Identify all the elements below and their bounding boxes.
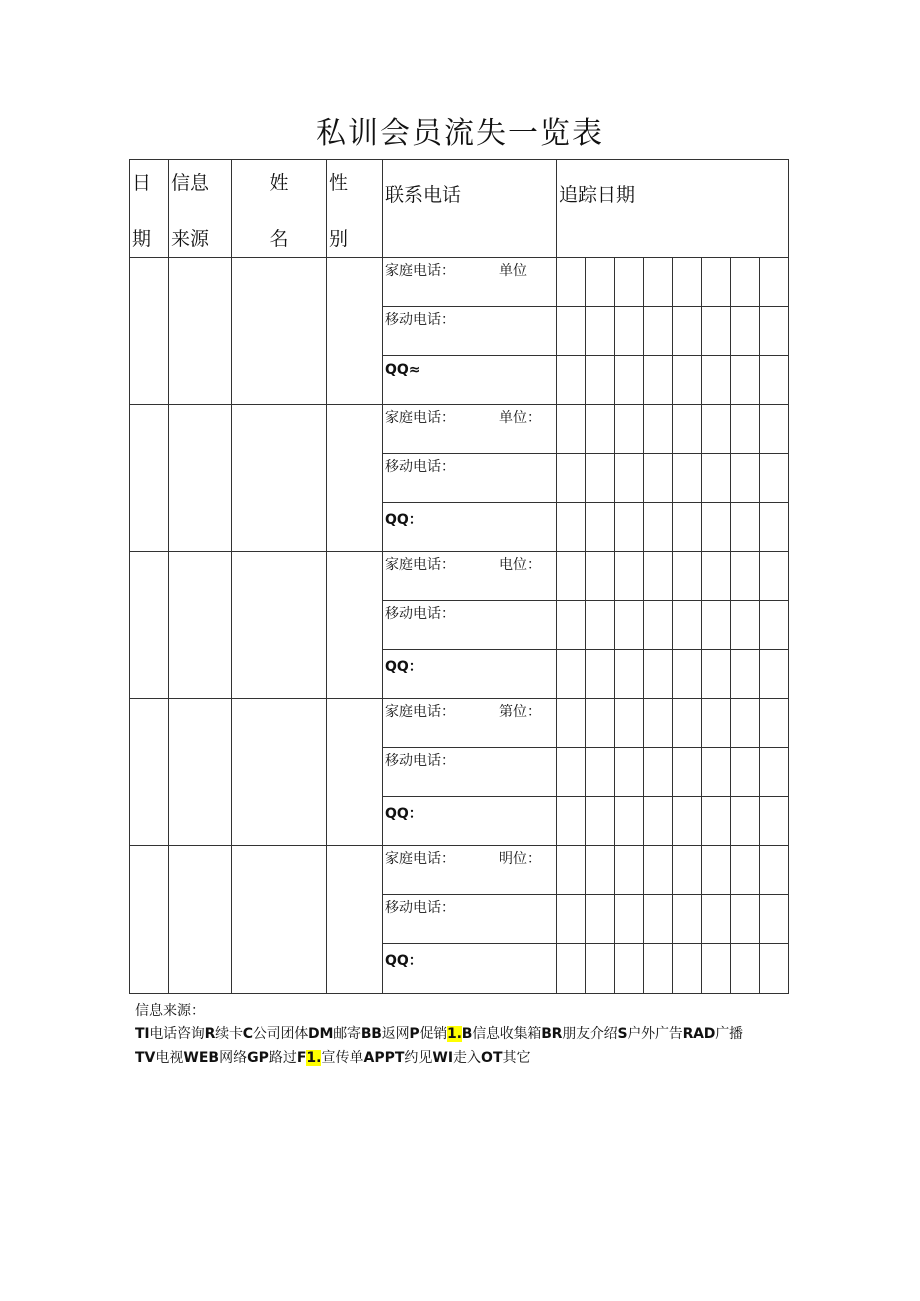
source-code: BB [360,1026,382,1042]
tracking-date-cell[interactable] [673,650,702,699]
tracking-date-cell[interactable] [673,503,702,552]
tracking-date-cell[interactable] [586,454,615,503]
tracking-date-cell[interactable] [586,258,615,307]
source-label: 其它 [502,1050,531,1066]
tracking-date-cell[interactable] [557,601,586,650]
tracking-date-cell[interactable] [586,699,615,748]
source-code: 1. [447,1026,462,1042]
table-body [130,258,789,994]
unit-phone-label: 单位 [499,263,527,279]
home-phone-label: 家庭电话： [385,263,455,279]
tracking-date-cell[interactable] [702,699,731,748]
source-label: 续卡 [215,1026,243,1042]
mobile-phone-label: 移动电话： [385,312,455,328]
tracking-date-cell[interactable] [702,503,731,552]
source-label: 宣传单 [321,1050,364,1066]
home-phone-label: 家庭电话： [385,704,455,720]
home-phone-label: 家庭电话： [385,410,455,426]
tracking-date-cell[interactable] [760,895,789,944]
table-row [130,699,789,748]
source-code: DM [308,1026,334,1042]
tracking-date-cell[interactable] [615,454,644,503]
table-row [130,258,789,307]
tracking-date-cell[interactable] [586,797,615,846]
tracking-date-cell[interactable] [702,405,731,454]
tracking-date-cell[interactable] [673,258,702,307]
tracking-date-cell[interactable] [644,405,673,454]
source-cell[interactable] [169,405,232,552]
tracking-date-cell[interactable] [731,748,760,797]
tracking-date-cell[interactable] [557,650,586,699]
source-code: 1. [306,1050,322,1066]
source-code: WI [432,1050,454,1066]
notes-legend-line-2 [135,1047,531,1067]
date-cell[interactable] [130,258,169,405]
source-code: BR [541,1026,563,1042]
tracking-date-cell[interactable] [557,944,586,994]
tracking-date-cell[interactable] [615,405,644,454]
home-phone-label: 家庭电话： [385,557,455,573]
tracking-date-cell[interactable] [615,552,644,601]
source-label: 邮寄 [333,1026,361,1042]
tracking-date-cell[interactable] [615,356,644,405]
tracking-date-cell[interactable] [731,552,760,601]
name-cell[interactable] [232,258,327,405]
tracking-date-cell[interactable] [557,405,586,454]
qq-label: QQ≈ [385,362,421,378]
qq-cell [383,797,557,846]
tracking-date-cell[interactable] [615,895,644,944]
tracking-date-cell[interactable] [615,307,644,356]
tracking-date-cell[interactable] [615,797,644,846]
tracking-date-cell[interactable] [760,503,789,552]
source-label: 走入 [453,1050,482,1066]
tracking-date-cell[interactable] [702,454,731,503]
tracking-date-cell[interactable] [702,846,731,895]
tracking-date-cell[interactable] [702,797,731,846]
header-phone: 联系电话 [383,160,557,258]
source-cell[interactable] [169,699,232,846]
tracking-date-cell[interactable] [644,258,673,307]
qq-label: QQ： [385,512,423,528]
tracking-date-cell[interactable] [615,258,644,307]
tracking-date-cell[interactable] [702,601,731,650]
source-code: P [409,1026,420,1042]
tracking-date-cell[interactable] [615,503,644,552]
tracking-date-cell[interactable] [731,944,760,994]
tracking-date-cell[interactable] [615,846,644,895]
source-cell[interactable] [169,552,232,699]
tracking-date-cell[interactable] [615,944,644,994]
tracking-date-cell[interactable] [644,552,673,601]
tracking-date-cell[interactable] [586,356,615,405]
source-code: GP [247,1050,269,1066]
date-cell[interactable] [130,405,169,552]
notes-legend-line-1 [135,1023,743,1043]
table-row [130,552,789,601]
tracking-date-cell[interactable] [615,601,644,650]
tracking-date-cell[interactable] [586,552,615,601]
name-cell[interactable] [232,699,327,846]
source-label: 约见 [404,1050,433,1066]
qq-label: QQ： [385,659,423,675]
tracking-date-cell[interactable] [702,552,731,601]
tracking-date-cell[interactable] [644,601,673,650]
mobile-phone-cell [383,454,557,503]
tracking-date-cell[interactable] [702,650,731,699]
tracking-date-cell[interactable] [673,846,702,895]
gender-cell[interactable] [327,699,383,846]
tracking-date-cell[interactable] [731,895,760,944]
table-row [130,405,789,454]
name-cell[interactable] [232,846,327,994]
tracking-date-cell[interactable] [615,748,644,797]
table-row [130,846,789,895]
qq-label: QQ： [385,953,423,969]
tracking-date-cell[interactable] [760,258,789,307]
header-row [130,160,789,258]
tracking-date-cell[interactable] [557,454,586,503]
source-code: WEB [183,1050,220,1066]
tracking-date-cell[interactable] [644,895,673,944]
tracking-date-cell[interactable] [557,895,586,944]
mobile-phone-label: 移动电话： [385,900,455,916]
date-cell[interactable] [130,552,169,699]
tracking-date-cell[interactable] [731,601,760,650]
tracking-date-cell[interactable] [644,454,673,503]
source-cell[interactable] [169,846,232,994]
gender-cell[interactable] [327,258,383,405]
source-label: 促销 [419,1026,448,1042]
source-label: 电话咨询 [149,1026,205,1042]
tracking-date-cell[interactable] [760,650,789,699]
tracking-date-cell[interactable] [673,307,702,356]
tracking-date-cell[interactable] [731,797,760,846]
qq-cell [383,944,557,994]
qq-cell [383,356,557,405]
source-label: 广播 [715,1026,743,1042]
tracking-date-cell[interactable] [644,846,673,895]
gender-cell[interactable] [327,405,383,552]
source-code: APPT [363,1050,405,1066]
header-date: 日 期 [130,160,169,258]
tracking-date-cell[interactable] [644,748,673,797]
tracking-date-cell[interactable] [673,552,702,601]
tracking-date-cell[interactable] [760,405,789,454]
source-code: R [204,1026,216,1042]
tracking-date-cell[interactable] [731,258,760,307]
tracking-date-cell[interactable] [673,356,702,405]
tracking-date-cell[interactable] [557,748,586,797]
source-code: TI [135,1026,150,1042]
source-code: S [617,1026,628,1042]
source-label: 网络 [219,1050,248,1066]
tracking-date-cell[interactable] [586,650,615,699]
tracking-date-cell[interactable] [760,748,789,797]
tracking-date-cell[interactable] [586,601,615,650]
source-code: C [242,1026,253,1042]
tracking-date-cell[interactable] [673,748,702,797]
unit-phone-label: 第位： [499,704,541,720]
date-cell[interactable] [130,699,169,846]
tracking-date-cell[interactable] [702,258,731,307]
source-code: TV [135,1050,156,1066]
tracking-date-cell[interactable] [586,405,615,454]
tracking-date-cell[interactable] [644,650,673,699]
source-code: RAD [682,1026,716,1042]
mobile-phone-label: 移动电话： [385,459,455,475]
tracking-date-cell[interactable] [731,650,760,699]
unit-phone-label: 明位： [499,851,541,867]
tracking-date-cell[interactable] [760,356,789,405]
unit-phone-label: 单位： [499,410,541,426]
unit-phone-label: 电位： [499,557,541,573]
tracking-date-cell[interactable] [760,699,789,748]
tracking-date-cell[interactable] [702,356,731,405]
notes-heading: 信息来源： [135,1003,205,1019]
tracking-date-cell[interactable] [557,258,586,307]
tracking-date-cell[interactable] [615,650,644,699]
home-phone-cell [383,258,557,307]
tracking-date-cell[interactable] [586,503,615,552]
tracking-date-cell[interactable] [731,503,760,552]
page-title: 私训会员流失一览表 [316,116,604,151]
mobile-phone-cell [383,307,557,356]
mobile-phone-label: 移动电话： [385,753,455,769]
tracking-date-cell[interactable] [557,552,586,601]
tracking-date-cell[interactable] [586,846,615,895]
tracking-date-cell[interactable] [557,307,586,356]
tracking-date-cell[interactable] [731,846,760,895]
tracking-date-cell[interactable] [731,405,760,454]
source-label: 返网 [381,1026,410,1042]
qq-label: QQ： [385,806,423,822]
tracking-date-cell[interactable] [673,454,702,503]
tracking-date-cell[interactable] [760,944,789,994]
tracking-date-cell[interactable] [673,797,702,846]
tracking-date-cell[interactable] [702,307,731,356]
header-tracking: 追踪日期 [557,160,789,258]
source-code: B [461,1026,473,1042]
tracking-date-cell[interactable] [644,356,673,405]
date-cell[interactable] [130,846,169,994]
tracking-date-cell[interactable] [586,944,615,994]
tracking-date-cell[interactable] [731,307,760,356]
tracking-date-cell[interactable] [644,944,673,994]
qq-cell [383,503,557,552]
tracking-date-cell[interactable] [586,895,615,944]
tracking-date-cell[interactable] [644,307,673,356]
tracking-date-cell[interactable] [586,307,615,356]
source-label: 电视 [155,1050,184,1066]
tracking-date-cell[interactable] [702,895,731,944]
tracking-date-cell[interactable] [615,699,644,748]
name-cell[interactable] [232,405,327,552]
tracking-date-cell[interactable] [731,699,760,748]
header-gender: 性 别 [327,160,383,258]
member-loss-table [129,159,789,994]
source-code: OT [481,1050,503,1066]
tracking-date-cell[interactable] [644,797,673,846]
home-phone-cell [383,405,557,454]
tracking-date-cell[interactable] [673,895,702,944]
name-cell[interactable] [232,552,327,699]
tracking-date-cell[interactable] [673,944,702,994]
home-phone-cell [383,699,557,748]
mobile-phone-label: 移动电话： [385,606,455,622]
tracking-date-cell[interactable] [557,356,586,405]
tracking-date-cell[interactable] [760,552,789,601]
gender-cell[interactable] [327,846,383,994]
tracking-date-cell[interactable] [557,699,586,748]
tracking-date-cell[interactable] [673,601,702,650]
tracking-date-cell[interactable] [673,405,702,454]
source-label: 路过 [268,1050,297,1066]
source-label: 信息收集箱 [472,1026,542,1042]
tracking-date-cell[interactable] [644,503,673,552]
source-label: 户外广告 [627,1026,683,1042]
tracking-date-cell[interactable] [586,748,615,797]
header-source: 信息 来源 [169,160,232,258]
tracking-date-cell[interactable] [760,846,789,895]
source-label: 朋友介绍 [562,1026,618,1042]
tracking-date-cell[interactable] [557,797,586,846]
tracking-date-cell[interactable] [702,748,731,797]
source-cell[interactable] [169,258,232,405]
header-name: 姓 名 [232,160,327,258]
mobile-phone-cell [383,748,557,797]
source-label: 公司团体 [252,1026,309,1042]
mobile-phone-cell [383,895,557,944]
home-phone-cell [383,846,557,895]
tracking-date-cell[interactable] [760,307,789,356]
tracking-date-cell[interactable] [731,454,760,503]
tracking-date-cell[interactable] [557,846,586,895]
tracking-date-cell[interactable] [702,944,731,994]
tracking-date-cell[interactable] [760,454,789,503]
tracking-date-cell[interactable] [557,503,586,552]
home-phone-label: 家庭电话： [385,851,455,867]
gender-cell[interactable] [327,552,383,699]
tracking-date-cell[interactable] [760,797,789,846]
qq-cell [383,650,557,699]
mobile-phone-cell [383,601,557,650]
tracking-date-cell[interactable] [731,356,760,405]
tracking-date-cell[interactable] [644,699,673,748]
home-phone-cell [383,552,557,601]
source-code: F [296,1050,307,1066]
tracking-date-cell[interactable] [760,601,789,650]
tracking-date-cell[interactable] [673,699,702,748]
